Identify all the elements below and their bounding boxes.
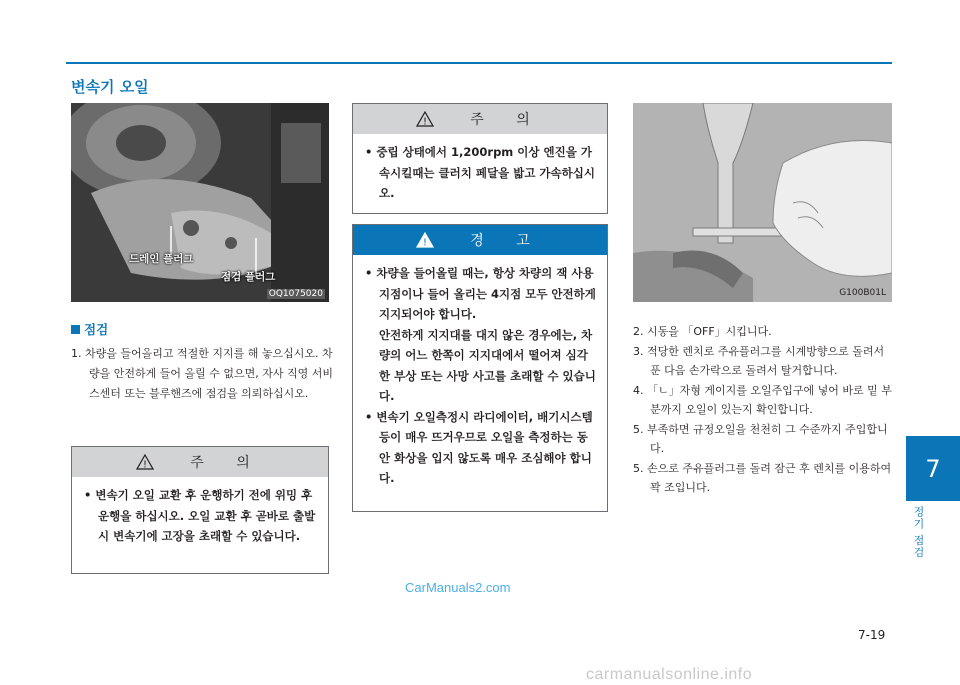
warning-triangle-icon [416,232,434,248]
warning-bullet: • 차량을 들어올릴 때는, 항상 차량의 잭 사용지점이나 들어 올리는 4지점 모두 안전하게 지지되어야 합니다. 안전하게 지지대를 대지 않은 경우에는, 차량의 어느 한쪽이 지지대에서 떨어져 심각한 부상 또는 사망 사고를 초래할 수 있습니다. [365,266,596,403]
caution-header [72,447,328,477]
warning-header [353,225,607,255]
warning-title: 경 고 [470,233,544,249]
warning-box [352,224,608,512]
step-item: 5. 손으로 주유플러그를 돌려 잠근 후 렌치를 이용하여 꽉 조입니다. [633,461,892,494]
svg-text:!: ! [423,116,428,127]
check-body [71,344,333,404]
watermark: CarManuals2.com [405,580,511,595]
caution-box-rpm [352,103,608,214]
caution-header [353,104,607,134]
step-item: 5. 부족하면 규정오일을 천천히 그 수준까지 주입합니다. [633,422,888,455]
transmission-photo [71,103,329,302]
check-plug-label: 점검 플러그 [221,271,276,283]
footer-brand: carmanualsonline.info [586,666,753,683]
svg-text:!: ! [423,237,428,248]
warning-triangle-icon [136,454,154,470]
caution-title: 주 의 [470,112,544,128]
step-item: 4. 「ㄴ」자형 게이지를 오일주입구에 넣어 바로 밑 부분까지 오일이 있는지 확인합니다. [633,383,892,416]
warning-bullet: • 변속기 오일측정시 라디에이터, 배기시스템등이 매우 뜨거우므로 오일을 측정하는 동안 화상을 입지 않도록 매우 조심해야 합니다. [365,409,593,485]
caution-body [72,477,328,555]
page-number: 7-19 [858,628,886,642]
caution-bullet: • 변속기 오일 교환 후 운행하기 전에 위밍 후 운행을 하십시오. 오일 교환 후 곧바로 출발시 변속기에 고장을 초래할 수 있습니다. [84,488,316,543]
chapter-tab: 7 [906,436,960,501]
check-item: 1. 차량을 들어올리고 적절한 지지를 해 놓으십시오. 차량을 안전하게 들어 올릴 수 없으면, 자사 직영 서비스센터 또는 블루핸즈에 점검을 의뢰하십시오. [71,347,333,400]
check-heading: 점검 [71,320,108,338]
top-rule [66,62,892,64]
transmission-illustration [71,103,329,302]
photo-code: G100B01L [839,288,886,298]
step-item: 2. 시동을 「OFF」시킵니다. [633,325,772,338]
caution-bullet: • 중립 상태에서 1,200rpm 이상 엔진을 가속시킬때는 클러치 페달을 밟고 가속하십시오. [365,145,595,200]
gauge-photo [633,103,892,302]
step-item: 3. 적당한 렌치로 주유플러그를 시계방향으로 돌려서 푼 다음 손가락으로 돌려서 탈거합니다. [633,344,885,377]
svg-text:!: ! [143,459,148,470]
caution-title: 주 의 [190,455,264,471]
caution-body [353,134,607,212]
square-bullet-icon [71,325,80,334]
chapter-label: 정기 점검 [912,506,925,559]
caution-box [71,446,329,574]
section-title: 변속기 오일 [71,78,149,96]
warning-triangle-icon [416,111,434,127]
photo-code: OQ1075020 [268,289,323,299]
steps-list [633,322,895,498]
drain-plug-label: 드레인 플러그 [129,253,194,265]
warning-body [353,255,607,497]
gauge-illustration [633,103,892,302]
